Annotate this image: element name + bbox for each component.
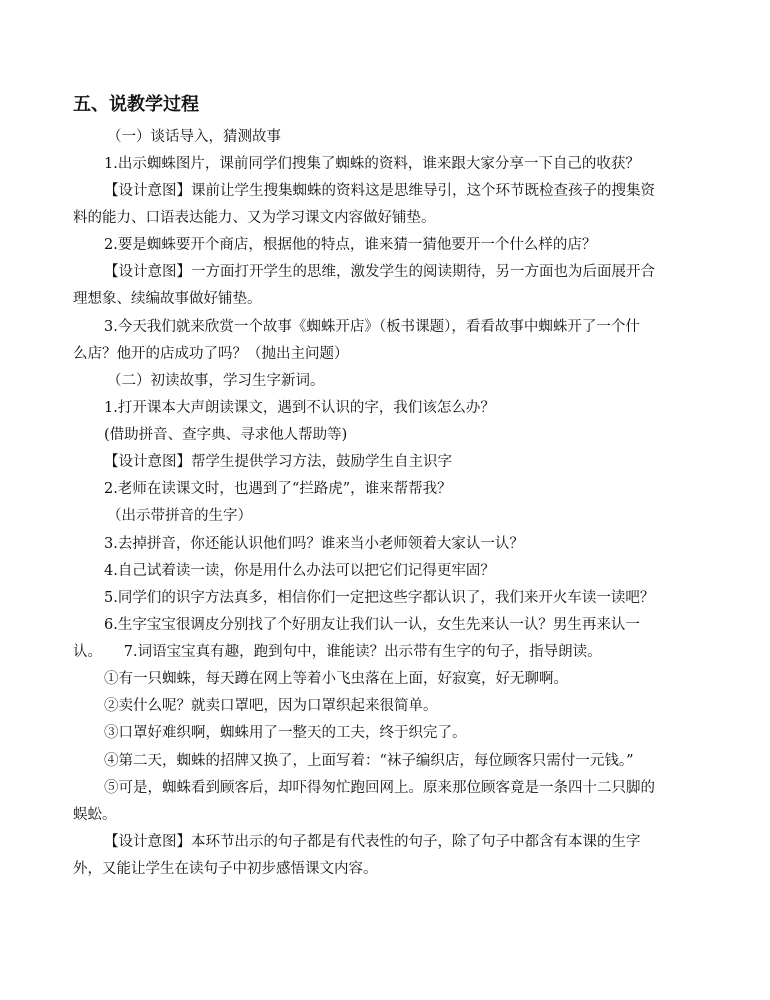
paragraph-line: ⑤可是，蜘蛛看到顾客后，却吓得匆忙跑回网上。原来那位顾客竟是一条四十二只脚的 (104, 780, 655, 796)
paragraph-line: 2.老师在读课文时，也遇到了“拦路虎”，谁来帮帮我？ (104, 481, 452, 497)
paragraph-line: 3.今天我们就来欣赏一个故事《蜘蛛开店》（板书课题），看看故事中蜘蛛开了一个什 (104, 319, 640, 335)
paragraph-line: 4.自己试着读一读，你是用什么办法可以把它们记得更牢固？ (104, 563, 495, 579)
paragraph-line: 料的能力、口语表达能力、又为学习课文内容做好铺垫。 (73, 210, 436, 226)
paragraph-line: 3.去掉拼音，你还能认识他们吗？谁来当小老师领着大家认一认？ (104, 536, 524, 552)
paragraph-line: 外，又能让学生在读句子中初步感悟课文内容。 (73, 861, 378, 877)
paragraph-line: ④第二天，蜘蛛的招牌又换了，上面写着：“袜子编织店，每位顾客只需付一元钱。” (104, 753, 634, 769)
paragraph-line: ①有一只蜘蛛，每天蹲在网上等着小飞虫落在上面，好寂寞，好无聊啊。 (104, 671, 568, 687)
paragraph-line: 【设计意图】课前让学生搜集蜘蛛的资料这是思维导引，这个环节既检查孩子的搜集资 (104, 183, 655, 199)
paragraph-line: （二）初读故事，学习生字新词。 (107, 373, 325, 389)
paragraph-line: （一）谈话导入，猜测故事 (107, 129, 281, 145)
paragraph-line: 蜈蚣。 (73, 807, 117, 823)
paragraph-line: (借助拼音、查字典、寻求他人帮助等) (104, 427, 348, 443)
paragraph-line: 【设计意图】本环节出示的句子都是有代表性的句子，除了句子中都含有本课的生字 (104, 834, 641, 850)
paragraph-line: 【设计意图】一方面打开学生的思维，激发学生的阅读期待，另一方面也为后面展开合 (104, 264, 655, 280)
paragraph-line: ③口罩好难织啊，蜘蛛用了一整天的工夫，终于织完了。 (104, 725, 467, 741)
paragraph-line: （出示带拼音的生字） (107, 508, 252, 524)
paragraph-line: 2.要是蜘蛛要开个商店，根据他的特点，谁来猜一猜他要开一个什么样的店？ (104, 237, 597, 253)
paragraph-line: 1.出示蜘蛛图片，课前同学们搜集了蜘蛛的资料，谁来跟大家分享一下自己的收获？ (104, 156, 640, 172)
paragraph-line: 5.同学们的识字方法真多，相信你们一定把这些字都认识了，我们来开火车读一读吧？ (104, 590, 655, 606)
paragraph-line: 1.打开课本大声朗读课文，遇到不认识的字，我们该怎么办？ (104, 400, 495, 416)
paragraph-line: 6.生字宝宝很调皮分别找了个好朋友让我们认一认，女生先来认一认？男生再来认一 (104, 617, 640, 633)
section-title: 五、说教学过程 (73, 94, 199, 115)
paragraph-line: 么店？他开的店成功了吗？（抛出主问题） (73, 346, 349, 362)
paragraph-line: 理想象、续编故事做好铺垫。 (73, 291, 262, 307)
paragraph-line: ②卖什么呢？就卖口罩吧，因为口罩织起来很简单。 (104, 698, 438, 714)
paragraph-line: 【设计意图】帮学生提供学习方法，鼓励学生自主识字 (104, 454, 452, 470)
paragraph-line: 认。 7.词语宝宝真有趣，跑到句中，谁能读？出示带有生字的句子，指导朗读。 (73, 644, 602, 660)
